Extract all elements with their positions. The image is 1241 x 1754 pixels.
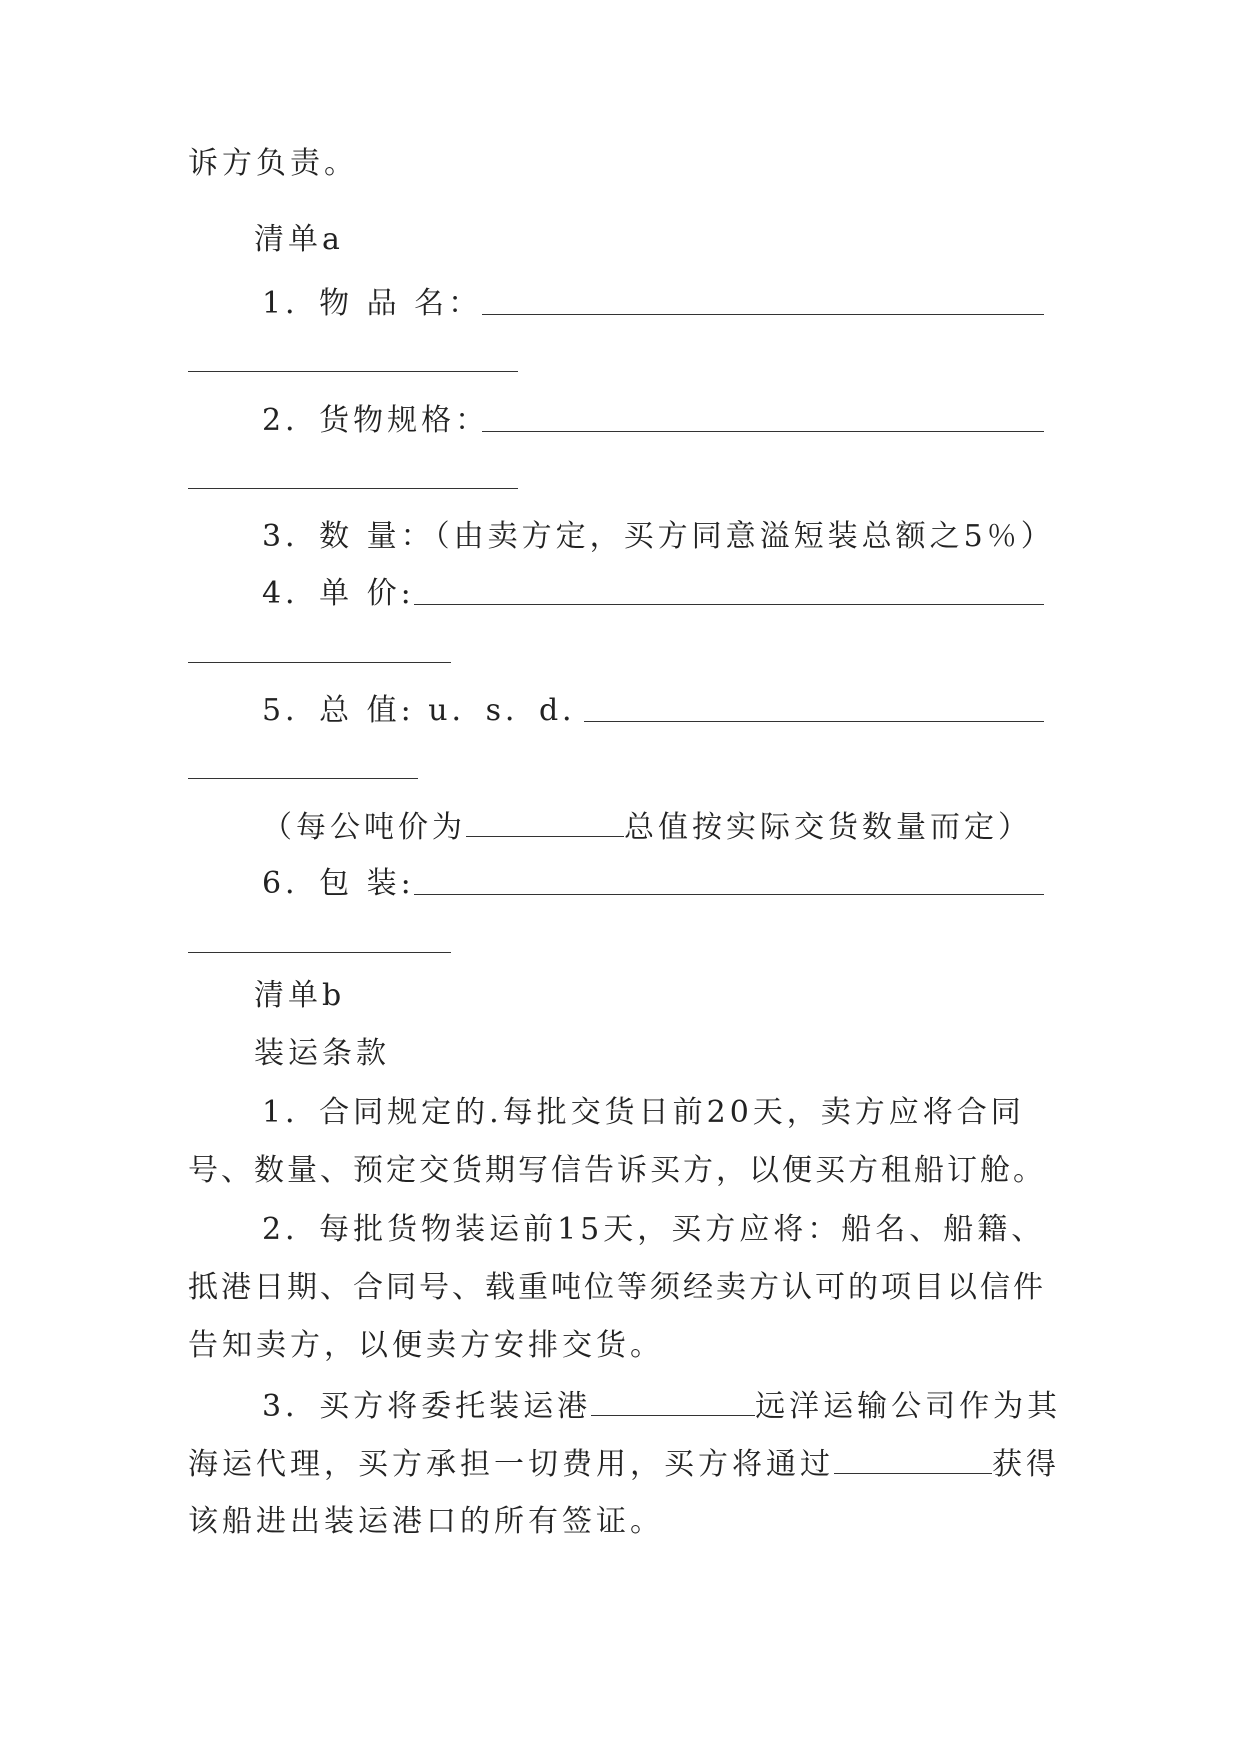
blank-line <box>188 662 451 663</box>
paragraph-line: 抵港日期、合同号、载重吨位等须经卖方认可的项目以信件 <box>188 1270 1046 1305</box>
clause-3-prefix: 3．买方将委托装运港 <box>262 1389 592 1424</box>
clause-3-line2-prefix: 海运代理，买方承担一切费用，买方将通过 <box>188 1447 834 1482</box>
list-heading-b: 清单b <box>254 978 346 1013</box>
blank-line <box>482 314 1044 315</box>
field-label-packing: 6．包 装: <box>262 866 415 901</box>
blank-line <box>414 604 1044 605</box>
blank-line <box>584 721 1044 722</box>
field-label-spec: 2．货物规格： <box>262 403 490 438</box>
blank-line <box>466 808 624 837</box>
clause-3-line2-suffix: 获得 <box>992 1447 1060 1482</box>
list-heading-a: 清单a <box>254 222 344 257</box>
price-note <box>262 808 1032 846</box>
field-label-total-value: 5．总 值: u．s．d． <box>262 693 597 728</box>
price-note-prefix: （每公吨价为 <box>262 810 466 845</box>
blank-line <box>188 371 518 372</box>
field-label-unit-price: 4．单 价: <box>262 576 415 611</box>
blank-line <box>188 952 451 953</box>
blank-line <box>482 431 1044 432</box>
paragraph-line: 2．每批货物装运前15天，买方应将：船名、船籍、 <box>262 1212 1046 1247</box>
clause-3-suffix: 远洋运输公司作为其 <box>755 1389 1062 1424</box>
blank-line <box>591 1387 755 1416</box>
paragraph-line: 号、数量、预定交货期写信告诉买方，以便买方租船订舱。 <box>188 1153 1046 1188</box>
paragraph-line: 1．合同规定的.每批交货日前20天，卖方应将合同 <box>262 1095 1025 1130</box>
section-heading-shipment: 装运条款 <box>254 1036 390 1071</box>
paragraph-line: 告知卖方，以便卖方安排交货。 <box>188 1328 664 1363</box>
field-label-item-name: 1．物 品 名： <box>262 286 483 321</box>
price-note-suffix: 总值按实际交货数量而定） <box>624 810 1032 845</box>
blank-line <box>188 488 518 489</box>
paragraph-line: 诉方负责。 <box>188 146 358 181</box>
blank-line <box>188 778 418 779</box>
blank-line <box>834 1445 992 1474</box>
field-quantity: 3．数 量：（由卖方定，买方同意溢短装总额之5％） <box>262 519 1055 554</box>
paragraph-line <box>262 1387 1061 1425</box>
paragraph-line: 该船进出装运港口的所有签证。 <box>188 1504 664 1539</box>
paragraph-line <box>188 1445 1060 1483</box>
blank-line <box>414 894 1044 895</box>
